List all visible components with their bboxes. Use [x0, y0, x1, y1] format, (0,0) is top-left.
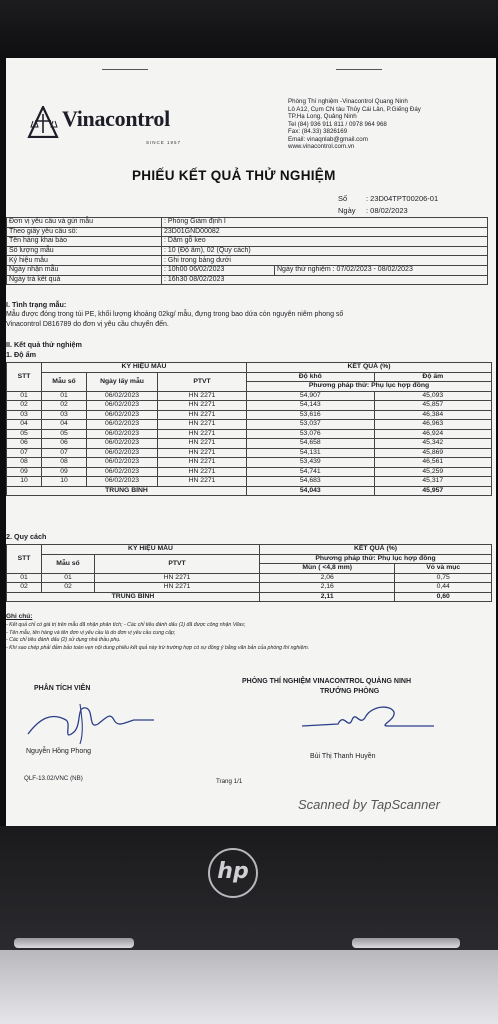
cell-sawdust: 2,06 [260, 573, 395, 583]
cell-bark: 0,44 [395, 583, 492, 593]
table-row [7, 467, 492, 477]
report-date-label: Ngày [338, 206, 356, 215]
notes-title: Ghi chú: [6, 613, 33, 620]
col-header-sample-no: Mẫu số [42, 554, 95, 573]
col-header-bark: Vỏ và mục [395, 564, 492, 574]
info-label: Tên hàng khai báo [7, 237, 162, 247]
table-row [7, 458, 492, 468]
cell-dry: 54,131 [247, 448, 375, 458]
cell-sample-no: 07 [42, 448, 87, 458]
col-header-sample-code: KÝ HIỆU MẪU [42, 363, 247, 373]
average-sawdust: 2,11 [260, 592, 395, 602]
cell-method: HN 2271 [158, 420, 247, 430]
lab-line: Email: vinaqnlab@gmail.com [288, 135, 368, 143]
table-row [7, 429, 492, 439]
table-row [7, 573, 492, 583]
specification-results-table [6, 544, 492, 602]
cell-sample-no: 01 [42, 391, 87, 401]
cell-method: HN 2271 [158, 410, 247, 420]
info-label: Ngày trả kết quả [7, 275, 162, 285]
form-code: QLF-13.02/VNC (NB) [24, 775, 83, 782]
section-results-title: II. Kết quả thử nghiệm [6, 340, 82, 349]
info-label: Ký hiệu mẫu [7, 256, 162, 266]
average-label: TRUNG BÌNH [7, 486, 247, 496]
cell-sample-no: 10 [42, 477, 87, 487]
cell-dry: 53,616 [247, 410, 375, 420]
logo-wordmark: Vinacontrol [61, 106, 170, 131]
average-row [7, 592, 492, 602]
cell-dry: 53,439 [247, 458, 375, 468]
sample-status-line: Vinacontrol D816789 do đơn vị yêu cầu chuyển đến. [6, 321, 169, 328]
cell-stt: 04 [7, 420, 42, 430]
info-label: Ngày nhận mẫu [7, 265, 162, 275]
lab-line: Tel (84) 936 911 811 / 0978 964 968 [288, 120, 387, 128]
notes-block [6, 622, 309, 652]
cell-sample-no: 08 [42, 458, 87, 468]
col-header-sawdust: Mùn ( <4,8 mm) [260, 564, 395, 574]
scales-logo-icon [26, 106, 60, 138]
table-header-row [7, 372, 492, 382]
company-logo [26, 106, 170, 138]
col-header-stt: STT [7, 363, 42, 392]
cell-date: 06/02/2023 [87, 420, 158, 430]
cell-sample-no: 06 [42, 439, 87, 449]
cell-stt: 10 [7, 477, 42, 487]
col-header-result: KẾT QUẢ (%) [247, 363, 492, 373]
hinge-left [14, 938, 134, 948]
cell-dry: 54,907 [247, 391, 375, 401]
average-dry: 54,043 [247, 486, 375, 496]
header-rule-left [102, 69, 148, 70]
cell-sample-no: 05 [42, 429, 87, 439]
col-header-test-method: Phương pháp thử: Phụ lục hợp đồng [260, 554, 492, 564]
table-row [7, 448, 492, 458]
logo-since: SINCE 1957 [146, 140, 182, 145]
col-header-moisture: Độ ẩm [374, 372, 491, 382]
cell-stt: 01 [7, 573, 42, 583]
table-row [7, 477, 492, 487]
head-title: TRƯỞNG PHÒNG [320, 688, 380, 695]
info-value: : Phòng Giám định I [162, 218, 488, 228]
cell-moisture: 46,924 [374, 429, 491, 439]
cell-method: HN 2271 [158, 391, 247, 401]
table-row [7, 410, 492, 420]
table-row [7, 391, 492, 401]
cell-sawdust: 2,16 [260, 583, 395, 593]
cell-dry: 53,076 [247, 429, 375, 439]
col-header-sample-no: Mẫu số [42, 372, 87, 391]
cell-moisture: 45,259 [374, 467, 491, 477]
cell-moisture: 45,857 [374, 401, 491, 411]
cell-stt: 05 [7, 429, 42, 439]
cell-stt: 02 [7, 401, 42, 411]
note-line: - Các chỉ tiêu đánh dấu (2) sử dụng nhà thầu phụ. [6, 637, 121, 644]
laptop-base [0, 950, 498, 1024]
col-header-result: KẾT QUẢ (%) [260, 545, 492, 555]
info-value: 23D01GND00082 [162, 227, 488, 237]
table-row [7, 420, 492, 430]
moisture-subtitle: 1. Độ ẩm [6, 350, 36, 359]
info-value: : 16h30 08/02/2023 [162, 275, 488, 285]
cell-date: 06/02/2023 [87, 401, 158, 411]
info-label: Đơn vị yêu cầu và gửi mẫu [7, 218, 162, 228]
cell-method: HN 2271 [158, 429, 247, 439]
col-header-sample-code: KÝ HIỆU MẪU [42, 545, 260, 555]
cell-stt: 03 [7, 410, 42, 420]
cell-date: 06/02/2023 [87, 439, 158, 449]
info-row [7, 256, 488, 266]
cell-date: 06/02/2023 [87, 448, 158, 458]
average-moisture: 45,957 [374, 486, 491, 496]
cell-sample-no: 09 [42, 467, 87, 477]
cell-method: HN 2271 [158, 458, 247, 468]
cell-date: 06/02/2023 [87, 467, 158, 477]
col-header-stt: STT [7, 545, 42, 574]
sample-status-line: Mẫu được đóng trong túi PE, khối lượng khoảng 02kg/ mẫu, đựng trong bao dứa còn nguyên niêm phong số [6, 311, 344, 318]
test-date: Ngày thử nghiệm : 07/02/2023 - 08/02/2023 [275, 265, 488, 275]
hinge-right [352, 938, 460, 948]
note-line: - Kết quả chỉ có giá trị trên mẫu đã nhận phân tích; - Các chỉ tiêu đánh dấu (1) đã được công nhận Vilas; [6, 622, 246, 628]
cell-date: 06/02/2023 [87, 477, 158, 487]
table-header-row [7, 363, 492, 373]
col-header-dry: Độ khô [247, 372, 375, 382]
cell-stt: 08 [7, 458, 42, 468]
laptop-bezel-top [0, 0, 498, 62]
cell-method: HN 2271 [158, 477, 247, 487]
cell-moisture: 45,093 [374, 391, 491, 401]
info-row [7, 246, 488, 256]
report-number-label: Số [338, 194, 348, 203]
col-header-method: PTVT [95, 554, 260, 573]
cell-dry: 54,143 [247, 401, 375, 411]
lab-line: Phòng Thí nghiệm -Vinacontrol Quang Ninh [288, 98, 408, 105]
cell-date: 06/02/2023 [87, 458, 158, 468]
table-row [7, 439, 492, 449]
info-label: Theo giấy yêu cầu số: [7, 227, 162, 237]
cell-method: HN 2271 [158, 401, 247, 411]
cell-moisture: 46,384 [374, 410, 491, 420]
cell-dry: 54,658 [247, 439, 375, 449]
section-sample-status-title: I. Tình trạng mẫu: [6, 300, 67, 309]
head-name: Bùi Thị Thanh Huyền [310, 753, 376, 760]
cell-stt: 06 [7, 439, 42, 449]
cell-date: 06/02/2023 [87, 410, 158, 420]
average-label: TRUNG BÌNH [7, 592, 260, 602]
lab-line: TP.Hạ Long, Quảng Ninh [288, 113, 357, 121]
test-report-document [6, 58, 496, 830]
cell-stt: 01 [7, 391, 42, 401]
lab-line: www.vinacontrol.com.vn [288, 143, 355, 151]
table-header-row [7, 545, 492, 555]
cell-stt: 09 [7, 467, 42, 477]
head-signature [298, 700, 438, 736]
page-number: Trang 1/1 [216, 778, 243, 785]
table-row [7, 583, 492, 593]
col-header-test-method: Phương pháp thử: Phụ lục hợp đồng [247, 382, 492, 392]
info-row [7, 227, 488, 237]
info-value: : 10h00 06/02/2023 [162, 265, 275, 275]
info-label: Số lượng mẫu [7, 246, 162, 256]
average-bark: 0,60 [395, 592, 492, 602]
table-header-row [7, 554, 492, 564]
analyst-title: PHÂN TÍCH VIÊN [34, 685, 91, 692]
scanner-watermark: Scanned by TapScanner [298, 797, 440, 812]
cell-method: HN 2271 [95, 583, 260, 593]
specification-subtitle: 2. Quy cách [6, 532, 47, 541]
info-value: : Dăm gỗ keo [162, 237, 488, 247]
analyst-signature [22, 698, 162, 748]
col-header-method: PTVT [158, 372, 247, 391]
cell-method: HN 2271 [158, 448, 247, 458]
report-date: : 08/02/2023 [366, 206, 408, 215]
cell-date: 06/02/2023 [87, 429, 158, 439]
cell-sample-no: 03 [42, 410, 87, 420]
lab-line: Fax: (84.33) 3826169 [288, 128, 348, 136]
cell-dry: 53,037 [247, 420, 375, 430]
cell-date: 06/02/2023 [87, 391, 158, 401]
header-rule-right [336, 69, 382, 70]
col-header-sampling-date: Ngày lấy mẫu [87, 372, 158, 391]
lab-contact-block [288, 98, 421, 151]
cell-sample-no: 02 [42, 583, 95, 593]
cell-moisture: 46,963 [374, 420, 491, 430]
analyst-name: Nguyễn Hồng Phong [26, 748, 91, 755]
request-info-table [6, 217, 488, 285]
cell-stt: 02 [7, 583, 42, 593]
cell-method: HN 2271 [95, 573, 260, 583]
table-row [7, 401, 492, 411]
cell-moisture: 45,869 [374, 448, 491, 458]
lab-signature-title: PHÒNG THÍ NGHIỆM VINACONTROL QUẢNG NINH [242, 678, 412, 685]
lab-line: Lô A12, Cụm CN tàu Thủy Cái Lân, P.Giếng Đáy [288, 105, 421, 113]
cell-method: HN 2271 [158, 439, 247, 449]
document-title: PHIẾU KẾT QUẢ THỬ NGHIỆM [132, 168, 336, 183]
note-line: - Tên mẫu, tên hàng và tên đơn vị yêu cầu là do đơn vị yêu cầu cung cấp; [6, 629, 176, 636]
cell-moisture: 45,342 [374, 439, 491, 449]
info-row [7, 265, 488, 275]
cell-stt: 07 [7, 448, 42, 458]
info-row [7, 237, 488, 247]
report-number: : 23D04TPT00206-01 [366, 194, 439, 203]
info-value: : 10 (Độ ẩm), 02 (Quy cách) [162, 246, 488, 256]
cell-method: HN 2271 [158, 467, 247, 477]
moisture-results-table [6, 362, 492, 496]
info-row [7, 218, 488, 228]
note-line: - Khi sao chép phải đảm bảo toàn vẹn nội dung phiếu kết quả này trừ trường hợp có sự đồng ý bằng văn bản của phòng thí nghiệm. [6, 644, 310, 651]
average-row [7, 486, 492, 496]
cell-sample-no: 04 [42, 420, 87, 430]
info-value: : Ghi trong bảng dưới [162, 256, 488, 266]
cell-moisture: 45,317 [374, 477, 491, 487]
cell-dry: 54,741 [247, 467, 375, 477]
cell-sample-no: 02 [42, 401, 87, 411]
cell-dry: 54,683 [247, 477, 375, 487]
info-row [7, 275, 488, 285]
laptop-screen [6, 58, 496, 830]
hp-logo-icon: hp [208, 848, 258, 898]
cell-moisture: 46,561 [374, 458, 491, 468]
cell-sample-no: 01 [42, 573, 95, 583]
cell-bark: 0,75 [395, 573, 492, 583]
